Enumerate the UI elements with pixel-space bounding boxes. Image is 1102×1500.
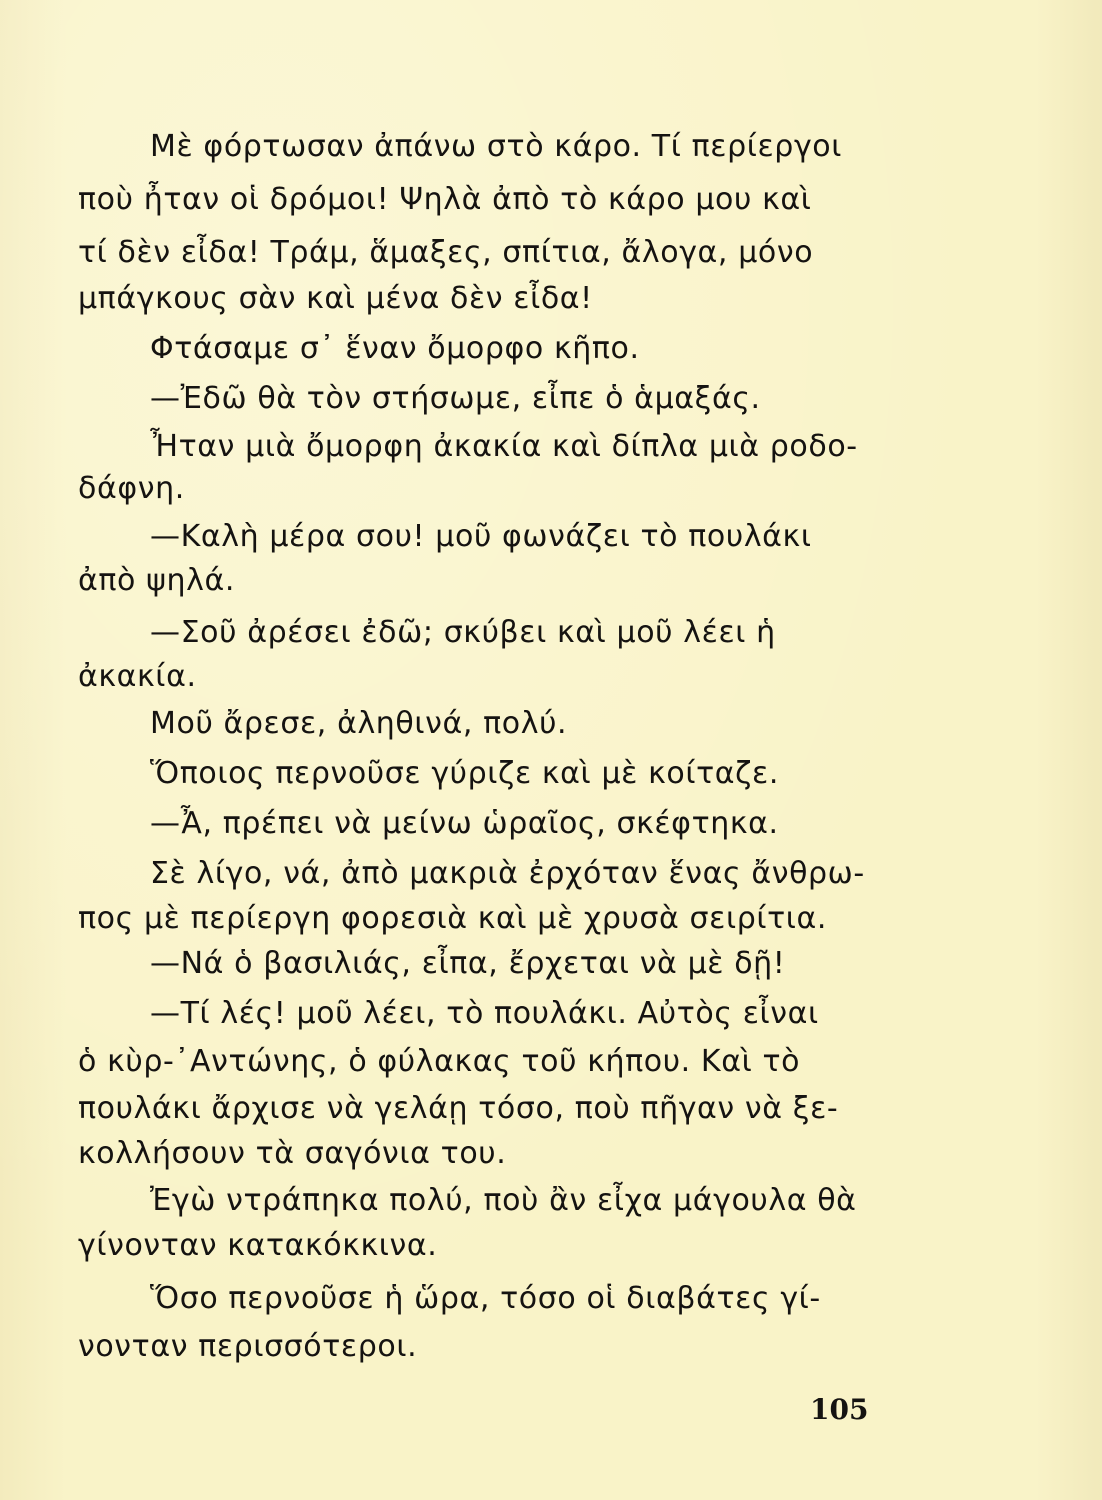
text-line: —Σοῦ ἀρέσει ἐδῶ; σκύβει καὶ μοῦ λέει ἡ (150, 615, 776, 650)
page-number: 105 (810, 1393, 869, 1426)
text-line: Φτάσαμε σ᾽ ἕναν ὄμορφο κῆπο. (150, 331, 640, 366)
text-line: γίνονταν κατακόκκινα. (78, 1228, 438, 1263)
text-line: Μοῦ ἄρεσε, ἀληθινά, πολύ. (150, 706, 568, 741)
text-line: Ἐγὼ ντράπηκα πολύ, ποὺ ἂν εἶχα μάγουλα θὰ (150, 1183, 857, 1218)
text-line: πουλάκι ἄρχισε νὰ γελάῃ τόσο, ποὺ πῆγαν νὰ ξε- (78, 1091, 839, 1126)
text-line: —Ἆ, πρέπει νὰ μείνω ὡραῖος, σκέφτηκα. (150, 806, 779, 841)
text-line: τί δὲν εἶδα! Τράμ, ἅμαξες, σπίτια, ἄλογα, μόνο (78, 235, 814, 270)
text-line: μπάγκους σὰν καὶ μένα δὲν εἶδα! (78, 281, 593, 316)
text-line: —Καλὴ μέρα σου! μοῦ φωνάζει τὸ πουλάκι (150, 519, 812, 554)
text-line: Ὅποιος περνοῦσε γύριζε καὶ μὲ κοίταζε. (150, 756, 779, 791)
text-line: Ὅσο περνοῦσε ἡ ὥρα, τόσο οἱ διαβάτες γί- (150, 1281, 821, 1316)
text-line: —Ἐδῶ θὰ τὸν στήσωμε, εἶπε ὁ ἁμαξάς. (150, 381, 761, 416)
text-line: Ἦταν μιὰ ὄμορφη ἀκακία καὶ δίπλα μιὰ ροδο- (150, 429, 858, 464)
text-line: νονταν περισσότεροι. (78, 1329, 418, 1364)
text-line: κολλήσουν τὰ σαγόνια του. (78, 1136, 507, 1171)
text-line: δάφνη. (78, 471, 185, 506)
text-line: Μὲ φόρτωσαν ἀπάνω στὸ κάρο. Τί περίεργοι (150, 129, 843, 164)
text-line: —Τί λές! μοῦ λέει, τὸ πουλάκι. Αὐτὸς εἶναι (150, 996, 819, 1031)
text-line: ποὺ ἦταν οἱ δρόμοι! Ψηλὰ ἀπὸ τὸ κάρο μου καὶ (78, 182, 812, 217)
text-line: —Νά ὁ βασιλιάς, εἶπα, ἔρχεται νὰ μὲ δῇ! (150, 946, 786, 981)
text-line: ὁ κὺρ-᾽Αντώνης, ὁ φύλακας τοῦ κήπου. Καὶ τὸ (78, 1044, 801, 1079)
text-line: πος μὲ περίεργη φορεσιὰ καὶ μὲ χρυσὰ σειρίτια. (78, 901, 828, 936)
text-line: ἀπὸ ψηλά. (78, 563, 235, 598)
text-line: Σὲ λίγο, νά, ἀπὸ μακριὰ ἐρχόταν ἕνας ἄνθρω- (150, 856, 865, 891)
text-line: ἀκακία. (78, 659, 197, 694)
